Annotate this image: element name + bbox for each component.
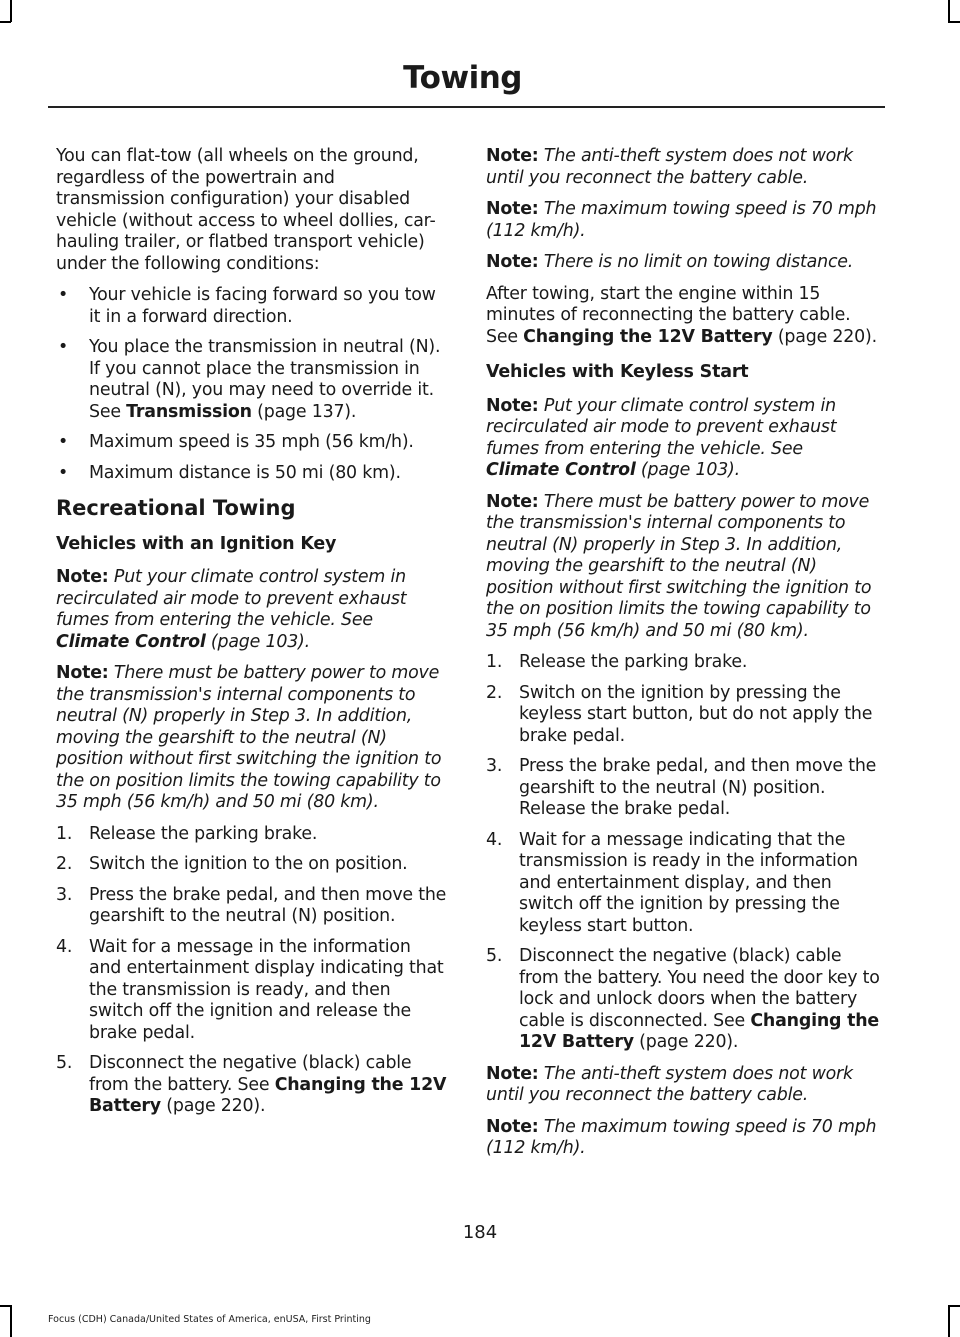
list-item: 4. Wait for a message indicating that the transmission is ready in the information and entertainment display, and then switch off the ignition by pressing the keyless start button. xyxy=(486,829,858,936)
list-item: 5. Disconnect the negative (black) cable from the battery. See Changing the 12V Battery (page 220). xyxy=(56,1053,447,1116)
cross-reference-link[interactable]: Changing the 12V Battery xyxy=(89,1074,447,1116)
list-item: 3. Press the brake pedal, and then move the gearshift to the neutral (N) position. xyxy=(56,884,447,926)
crop-mark xyxy=(948,0,950,22)
conditions-list xyxy=(56,285,448,484)
steps-list xyxy=(56,824,448,1118)
bullet-marker: • xyxy=(58,462,69,483)
list-item: 3. Press the brake pedal, and then move the gearshift to the neutral (N) position. Release the brake pedal. xyxy=(486,756,877,819)
list-item: 1. Release the parking brake. xyxy=(486,652,748,672)
crop-mark xyxy=(0,21,11,23)
crop-mark xyxy=(10,0,12,22)
cross-reference-link[interactable]: Changing the 12V Battery xyxy=(523,326,773,347)
page-title: Towing xyxy=(403,60,522,96)
note: Note: The maximum towing speed is 70 mph (112 km/h). xyxy=(486,199,877,241)
right-column xyxy=(486,146,880,1170)
paragraph: After towing, start the engine within 15 minutes of reconnecting the battery cable. See Changing the 12V Battery (page 220). xyxy=(486,283,877,347)
intro-paragraph: You can flat-tow (all wheels on the ground, regardless of the powertrain and transmission configuration) your disabled vehicle (without access to wheel dollies, car-hauling trailer, or flatbed transport vehicle) under the following conditions: xyxy=(56,146,436,274)
crop-mark xyxy=(948,21,960,23)
note: Note: The anti-theft system does not work until you reconnect the battery cable. xyxy=(486,146,853,188)
list-item: • Maximum speed is 35 mph (56 km/h). xyxy=(58,432,414,452)
section-heading: Recreational Towing xyxy=(56,496,296,520)
crop-mark xyxy=(948,1305,960,1307)
cross-reference-link[interactable]: Transmission xyxy=(126,401,252,422)
left-column xyxy=(56,146,448,1128)
header-divider xyxy=(48,106,885,108)
subsection-heading: Vehicles with an Ignition Key xyxy=(56,533,337,554)
steps-list xyxy=(486,652,880,1054)
list-item: • Your vehicle is facing forward so you tow it in a forward direction. xyxy=(58,285,436,327)
bullet-marker: • xyxy=(58,285,69,305)
note: Note: There must be battery power to move the transmission's internal components to neutral (N) properly in Step 3. In addition, moving the gearshift to the neutral (N) position without first switching the ignition to the on position limits the towing capability to 35 mph (56 km/h) and 50 mi (80 km). xyxy=(486,491,872,641)
list-item: 2. Switch on the ignition by pressing the keyless start button, but do not apply the brake pedal. xyxy=(486,682,873,746)
list-item: 5. Disconnect the negative (black) cable from the battery. You need the door key to lock and unlock doors when the battery cable is disconnected. See Changing the 12V Battery (page 220). xyxy=(486,946,880,1052)
crop-mark xyxy=(10,1305,12,1337)
list-item: • You place the transmission in neutral (N). If you cannot place the transmission in neutral (N), you may need to override it. See Transmission (page 137). xyxy=(58,337,441,422)
note: Note: There is no limit on towing distance. xyxy=(486,252,854,272)
crop-mark xyxy=(948,1305,950,1337)
list-item: • Maximum distance is 50 mi (80 km). xyxy=(58,462,401,483)
list-item: 4. Wait for a message in the information and entertainment display indicating that the transmission is ready, and then switch off the ignition and release the brake pedal. xyxy=(56,936,444,1043)
note: Note: Put your climate control system in recirculated air mode to prevent exhaust fumes from entering the vehicle. See Climate Control (page 103). xyxy=(56,567,407,652)
bullet-marker: • xyxy=(58,432,69,452)
cross-reference-link[interactable]: Changing the 12V Battery xyxy=(519,1010,880,1052)
note: Note: There must be battery power to move the transmission's internal components to neutral (N) properly in Step 3. In addition, moving the gearshift to the neutral (N) position without first switching the ignition to the on position limits the towing capability to 35 mph (56 km/h) and 50 mi (80 km). xyxy=(56,663,442,812)
list-item: 2. Switch the ignition to the on position. xyxy=(56,854,408,874)
crop-mark xyxy=(0,1305,11,1307)
list-item: 1. Release the parking brake. xyxy=(56,823,318,844)
note: Note: Put your climate control system in recirculated air mode to prevent exhaust fumes from entering the vehicle. See Climate Control (page 103). xyxy=(486,395,837,480)
bullet-marker: • xyxy=(58,337,69,357)
cross-reference-link[interactable]: Climate Control xyxy=(56,631,206,652)
note: Note: The maximum towing speed is 70 mph (112 km/h). xyxy=(486,1116,877,1158)
subsection-heading: Vehicles with Keyless Start xyxy=(486,362,749,382)
cross-reference-link[interactable]: Climate Control xyxy=(486,460,636,480)
note: Note: The anti-theft system does not work until you reconnect the battery cable. xyxy=(486,1063,853,1105)
page-number: 184 xyxy=(462,1222,498,1243)
footer-text: Focus (CDH) Canada/United States of America, enUSA, First Printing xyxy=(48,1314,371,1325)
